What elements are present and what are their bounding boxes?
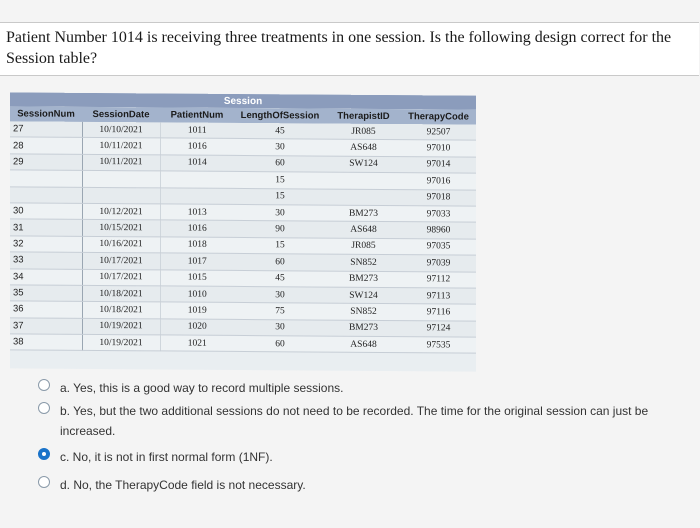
radio-icon[interactable] xyxy=(38,476,50,488)
table-cell: 10/12/2021 xyxy=(82,203,160,220)
question-text: Patient Number 1014 is receiving three treatments in one session. Is the following design correct for the Session table? xyxy=(6,29,672,67)
table-cell: BM273 xyxy=(326,271,401,288)
table-cell xyxy=(82,187,160,204)
table-cell: 30 xyxy=(234,319,326,336)
column-header: SessionDate xyxy=(82,107,160,123)
table-cell: 35 xyxy=(10,285,82,302)
table-cell: JR085 xyxy=(326,238,401,255)
table-cell: 92507 xyxy=(401,124,476,140)
table-cell: 10/11/2021 xyxy=(82,154,160,171)
table-cell: 97535 xyxy=(401,337,476,354)
table-cell: 27 xyxy=(10,121,82,137)
table-cell: 1017 xyxy=(160,253,234,270)
table-cell: 10/11/2021 xyxy=(82,138,160,155)
table-cell: 38 xyxy=(10,334,82,351)
table-cell: 97113 xyxy=(401,288,476,305)
answer-option-d[interactable] xyxy=(38,475,670,495)
table-cell: 10/19/2021 xyxy=(82,334,160,351)
table-cell: 60 xyxy=(234,155,326,172)
column-header: TherapyCode xyxy=(401,109,476,125)
table-cell: 28 xyxy=(10,137,82,154)
radio-selected-icon[interactable] xyxy=(38,448,50,460)
column-header: PatientNum xyxy=(160,107,234,123)
table-cell: SN852 xyxy=(326,303,401,320)
table-cell: 60 xyxy=(234,336,326,353)
answer-option-label: a. Yes, this is a good way to record multiple sessions. xyxy=(60,381,344,395)
table-cell: 1016 xyxy=(160,138,234,155)
table-cell: AS648 xyxy=(326,221,401,238)
table-cell: 1011 xyxy=(160,122,234,138)
table-cell: 15 xyxy=(234,172,326,189)
answer-option-label: b. Yes, but the two additional sessions do not need to be recorded. The time for the original session can just be increased. xyxy=(60,404,649,438)
table-cell: 30 xyxy=(234,204,326,221)
table-cell xyxy=(160,171,234,188)
table-cell: 90 xyxy=(234,221,326,238)
table-cell: 10/18/2021 xyxy=(82,302,160,319)
radio-icon[interactable] xyxy=(38,402,50,414)
table-cell: 1019 xyxy=(160,302,234,319)
table-cell: 10/17/2021 xyxy=(82,253,160,270)
table-cell: 10/17/2021 xyxy=(82,269,160,286)
table-cell: 1020 xyxy=(160,319,234,336)
answer-option-label: d. No, the TherapyCode field is not necessary. xyxy=(60,478,306,492)
table-cell: 1021 xyxy=(160,335,234,352)
table-cell xyxy=(82,171,160,188)
table-cell: 1015 xyxy=(160,269,234,286)
table-cell: 97116 xyxy=(401,304,476,321)
column-header: SessionNum xyxy=(10,106,82,122)
table-cell: 1016 xyxy=(160,220,234,237)
table-cell: 37 xyxy=(10,318,82,335)
answer-option-b[interactable] xyxy=(38,401,670,441)
table-cell: 10/19/2021 xyxy=(82,318,160,335)
table-cell xyxy=(160,187,234,204)
table-cell: 10/10/2021 xyxy=(82,122,160,138)
table-cell: 34 xyxy=(10,268,82,285)
table-cell: 15 xyxy=(234,237,326,254)
table-cell: 97033 xyxy=(401,206,476,223)
table-cell: 97039 xyxy=(401,255,476,272)
column-header: TherapistID xyxy=(326,109,401,125)
table-cell xyxy=(326,189,401,206)
table-cell: 97018 xyxy=(401,189,476,206)
answer-option-label: c. No, it is not in first normal form (1NF). xyxy=(60,450,273,464)
session-table xyxy=(10,92,476,354)
table-cell: 29 xyxy=(10,154,82,171)
table-cell: 1014 xyxy=(160,155,234,172)
table-cell: 97014 xyxy=(401,156,476,173)
table-cell: 33 xyxy=(10,252,82,269)
table-cell: 45 xyxy=(234,270,326,287)
column-header: LengthOfSession xyxy=(234,108,326,124)
table-cell: 1010 xyxy=(160,286,234,303)
table-cell: 97112 xyxy=(401,271,476,288)
table-cell: 10/15/2021 xyxy=(82,220,160,237)
table-cell: 10/16/2021 xyxy=(82,236,160,253)
table-row xyxy=(10,334,476,354)
table-cell: SN852 xyxy=(326,254,401,271)
table-cell: 15 xyxy=(234,188,326,205)
table-cell: BM273 xyxy=(326,205,401,222)
table-cell: JR085 xyxy=(326,124,401,140)
table-cell: AS648 xyxy=(326,139,401,156)
table-cell: 30 xyxy=(10,203,82,220)
table-cell: 10/18/2021 xyxy=(82,285,160,302)
table-cell: 32 xyxy=(10,236,82,253)
table-cell: 45 xyxy=(234,123,326,140)
table-cell: AS648 xyxy=(326,336,401,353)
answer-option-a[interactable] xyxy=(38,378,670,398)
table-cell: 36 xyxy=(10,301,82,318)
table-title: Session xyxy=(10,92,476,109)
table-cell: 31 xyxy=(10,219,82,236)
session-table-image xyxy=(10,92,476,371)
table-cell: 30 xyxy=(234,286,326,303)
table-cell: 97016 xyxy=(401,173,476,190)
table-cell: 1013 xyxy=(160,204,234,221)
table-cell: 1018 xyxy=(160,237,234,254)
question-panel xyxy=(0,22,699,76)
table-cell: SW124 xyxy=(326,287,401,304)
table-cell: SW124 xyxy=(326,156,401,173)
table-cell: 97124 xyxy=(401,320,476,337)
table-cell: 75 xyxy=(234,303,326,320)
table-cell: 97010 xyxy=(401,140,476,157)
table-cell xyxy=(10,170,82,187)
table-cell: 30 xyxy=(234,139,326,156)
table-cell: BM273 xyxy=(326,320,401,337)
table-cell xyxy=(10,186,82,203)
table-cell: 60 xyxy=(234,254,326,271)
radio-icon[interactable] xyxy=(38,379,50,391)
table-cell: 97035 xyxy=(401,238,476,255)
table-cell xyxy=(326,172,401,189)
answer-option-c[interactable] xyxy=(38,447,670,467)
table-cell: 98960 xyxy=(401,222,476,239)
